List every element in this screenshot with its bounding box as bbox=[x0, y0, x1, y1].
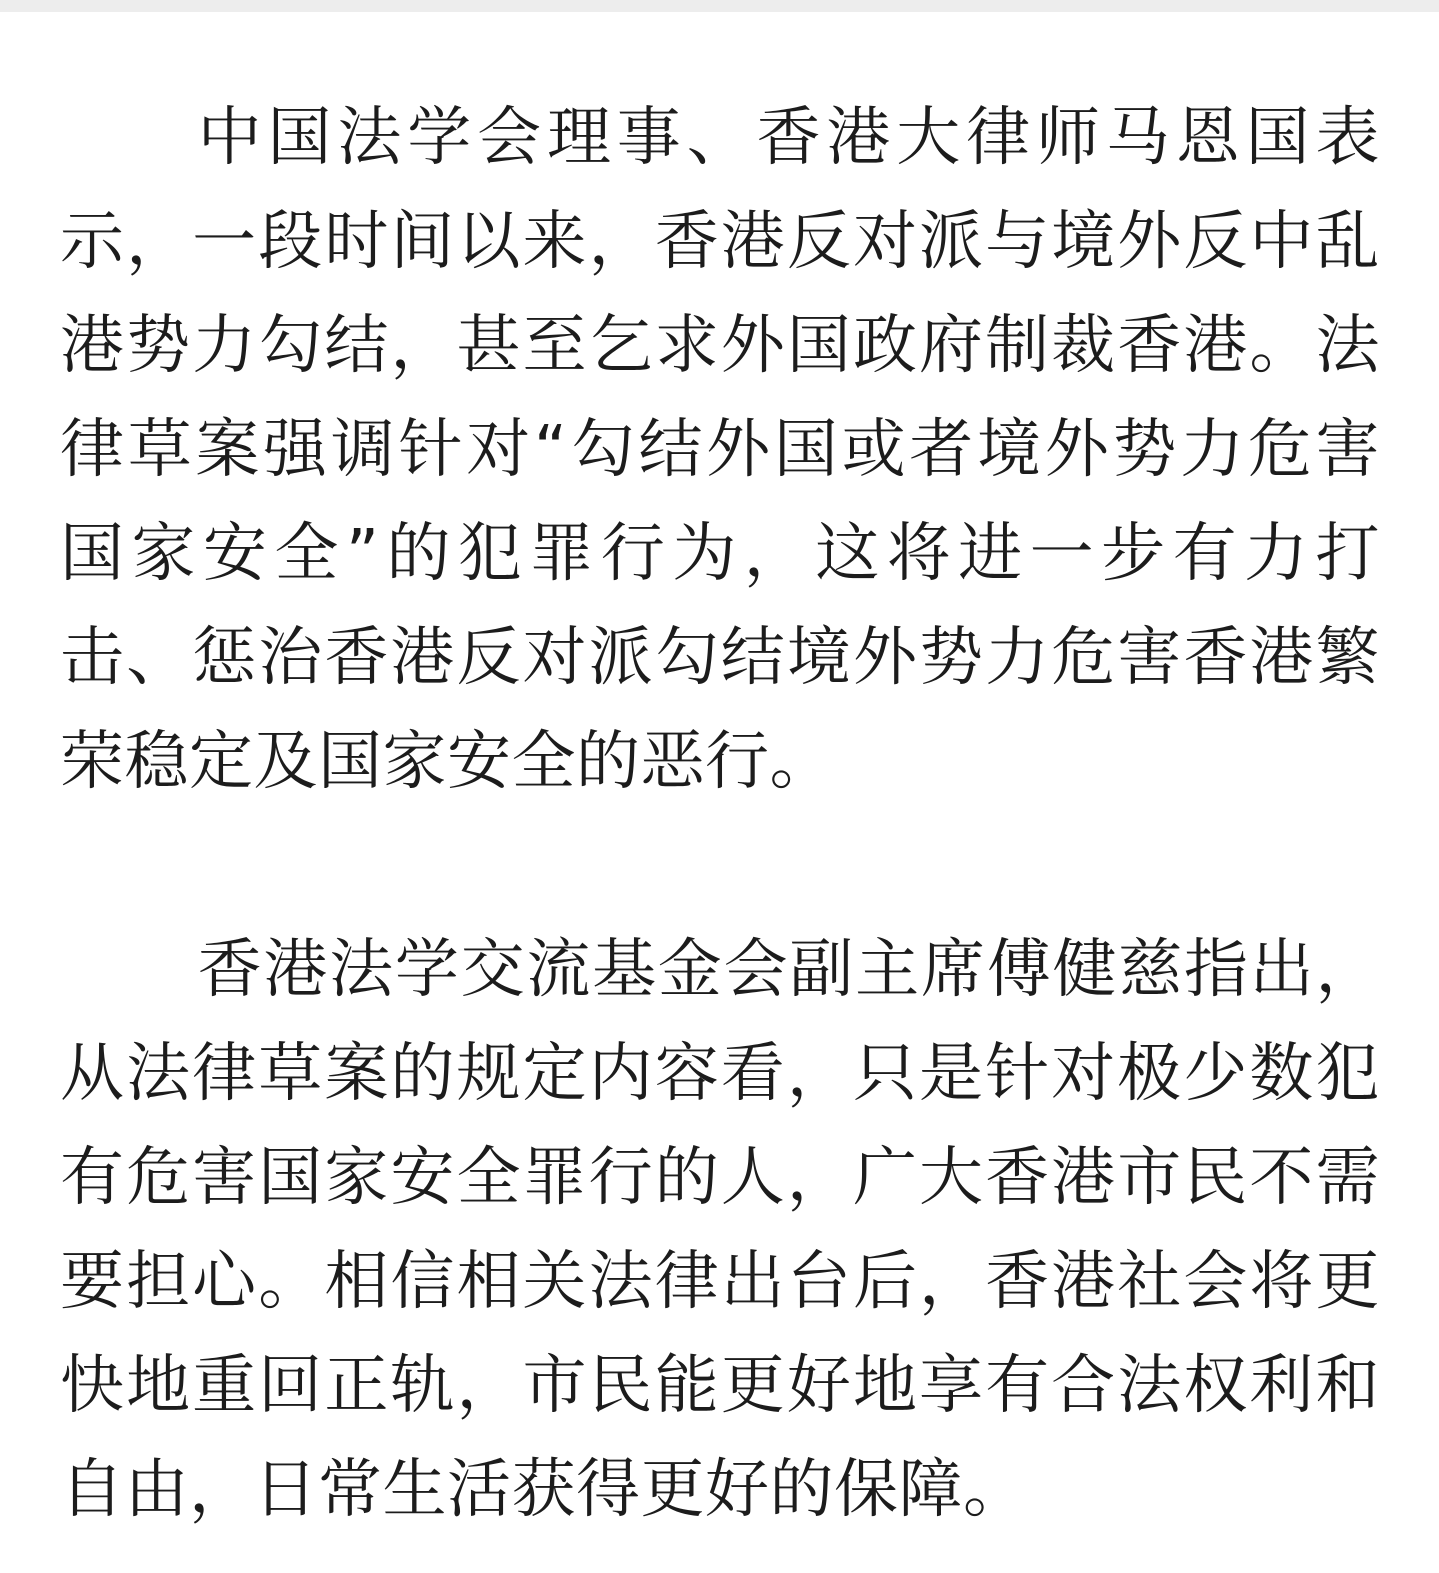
article-body bbox=[60, 86, 1380, 1542]
top-status-strip bbox=[0, 0, 1439, 12]
article-paragraph: 中国法学会理事、香港大律师马恩国表示，一段时间以来，香港反对派与境外反中乱港势力勾结，甚至乞求外国政府制裁香港。法律草案强调针对“勾结外国或者境外势力危害国家安全”的犯罪行为，这将进一步有力打击、惩治香港反对派勾结境外势力危害香港繁荣稳定及国家安全的恶行。 bbox=[60, 101, 1380, 799]
article-paragraph: 香港法学交流基金会副主席傅健慈指出，从法律草案的规定内容看，只是针对极少数犯有危害国家安全罪行的人，广大香港市民不需要担心。相信相关法律出台后，香港社会将更快地重回正轨，市民能更好地享有合法权利和自由，日常生活获得更好的保障。 bbox=[60, 933, 1380, 1527]
